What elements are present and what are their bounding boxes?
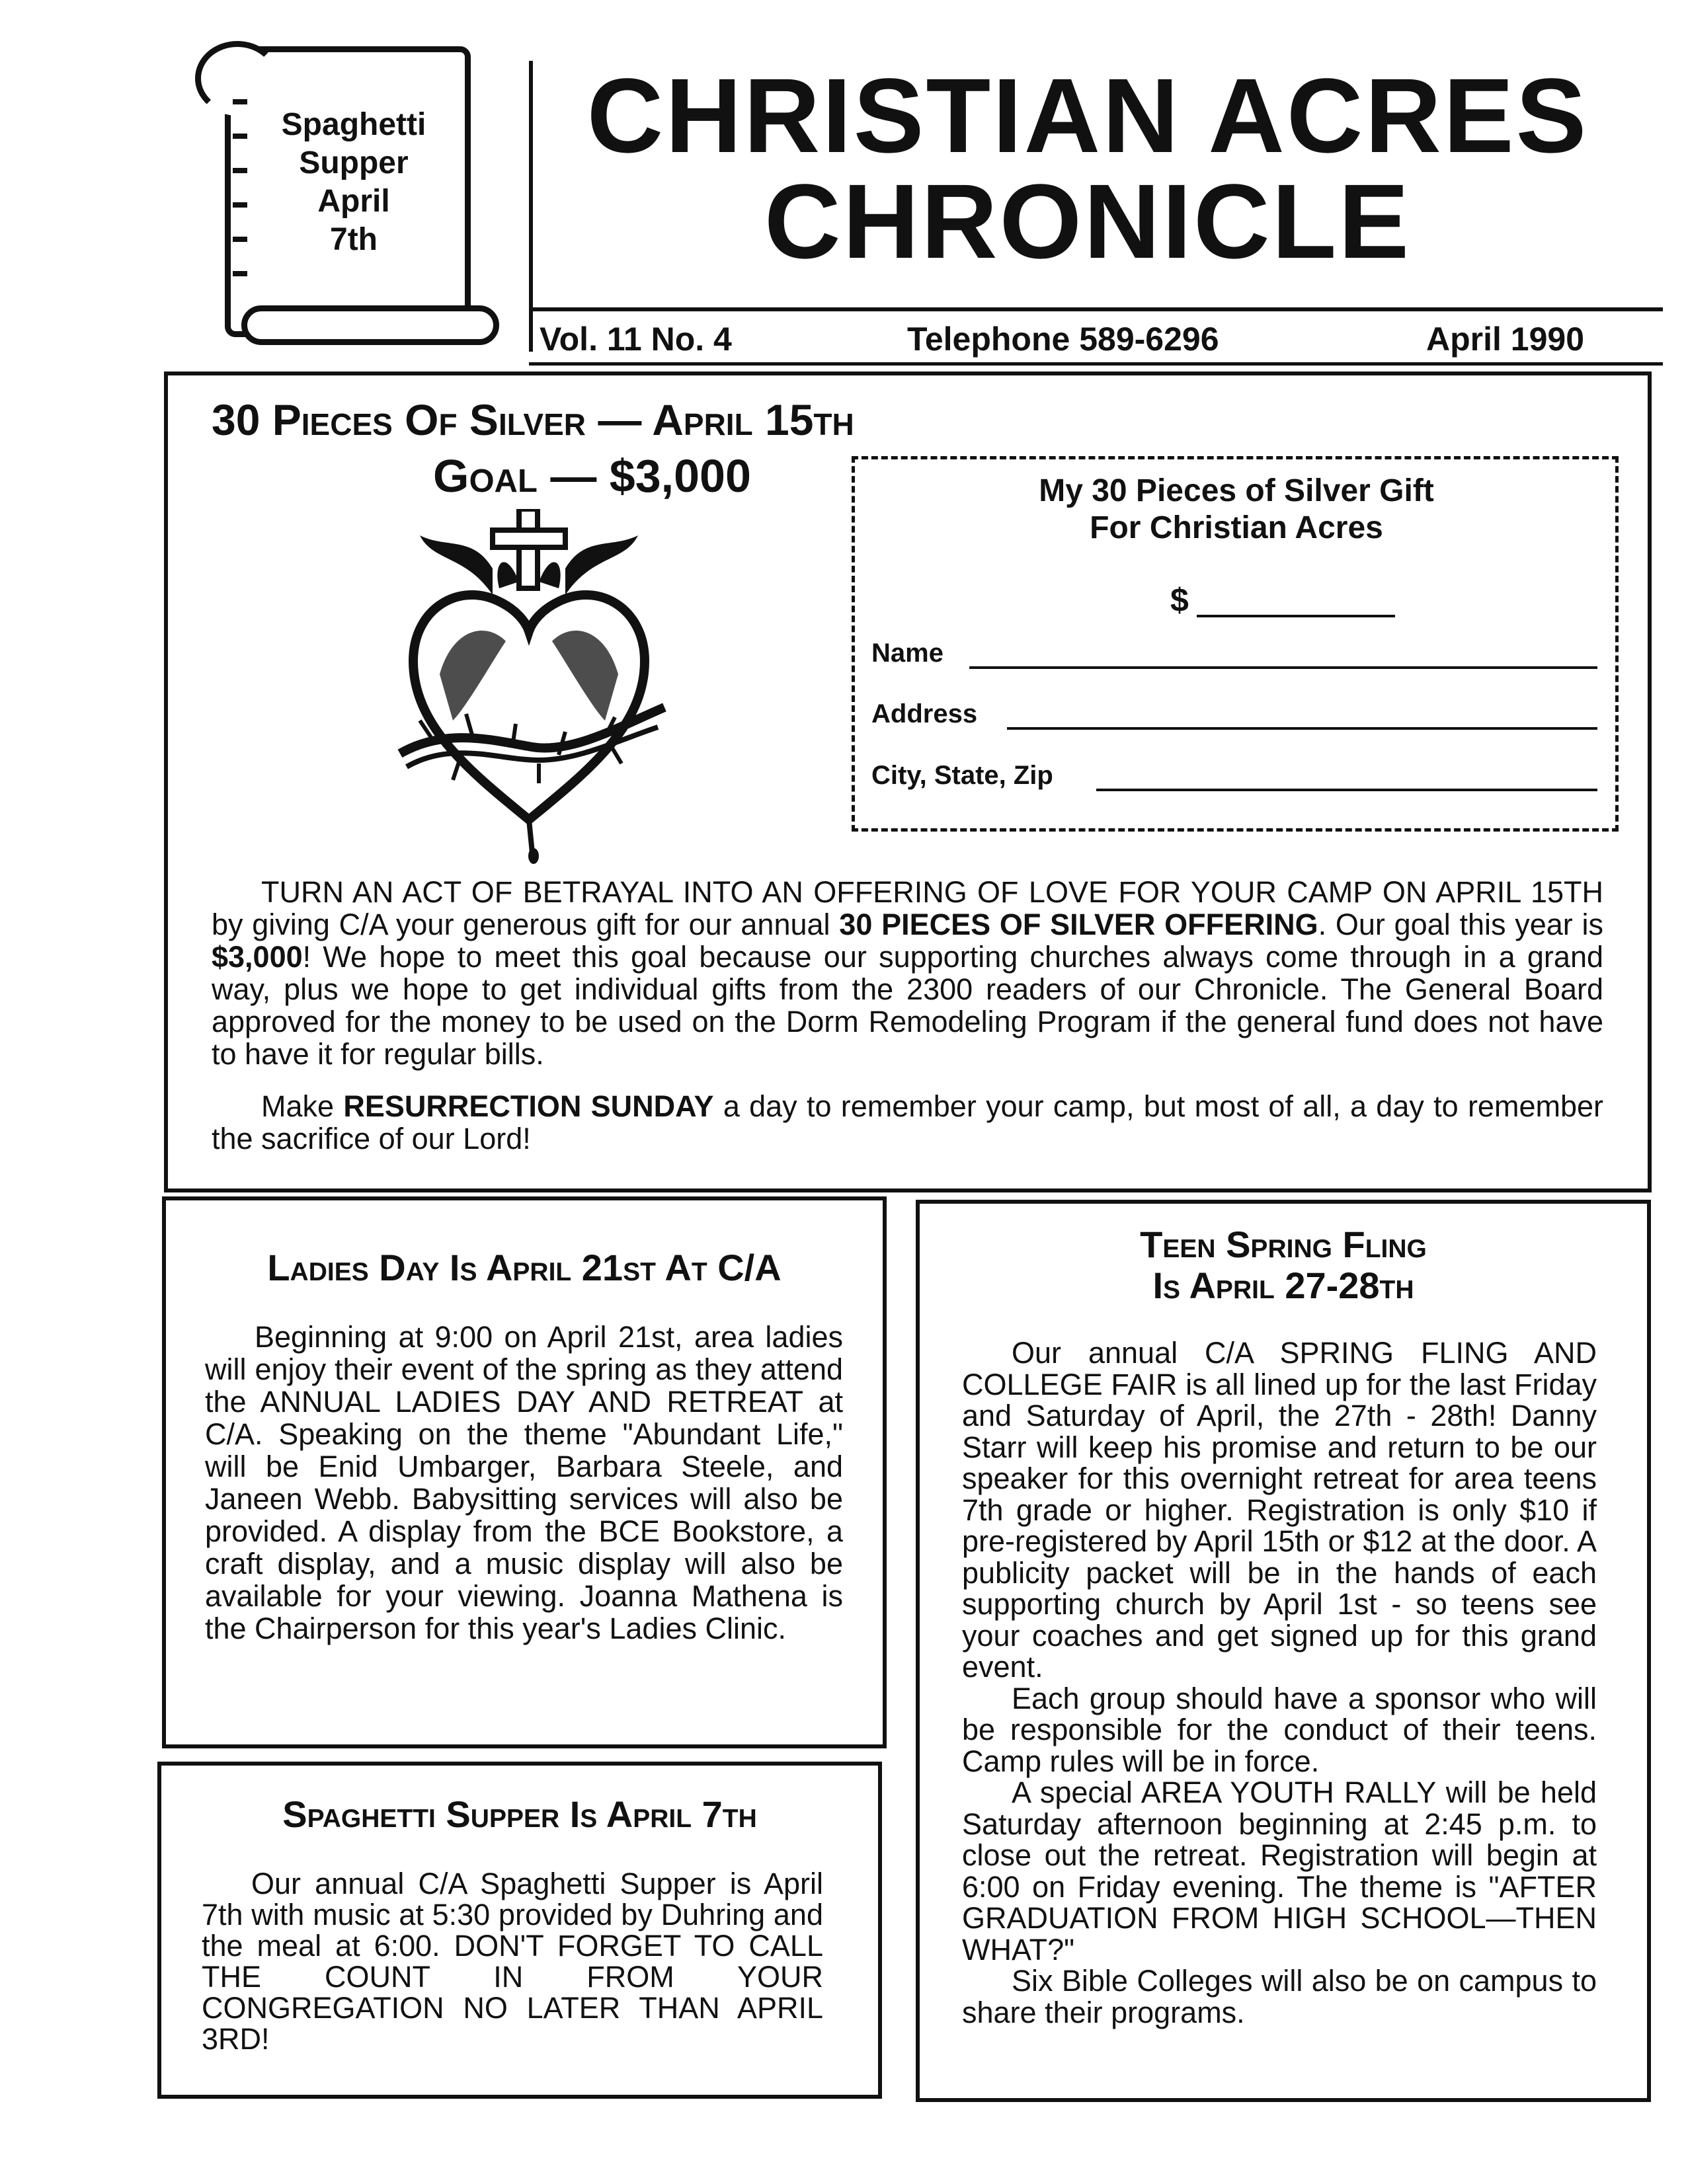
coupon-address-label: Address xyxy=(871,699,978,728)
scroll-line: Supper xyxy=(299,145,409,180)
teen-spring-fling-headline xyxy=(916,1224,1651,1306)
teen-headline-line-1: Teen Spring Fling xyxy=(1140,1224,1427,1265)
article-paragraph: Beginning at 9:00 on April 21st, area ladies will enjoy their event of the spring as they attend the ANNUAL LADIES DAY AND RETREAT at C/A. Speaking on the theme "Abundant Life," will be Enid Umbarger, Barbara Steele, and Janeen Webb. Babysitting services will also be provided. A display from the BCE Bookstore, a craft display, and a music display will also be available for your viewing. Joanna Mathena is the Chairperson for this year's Ladies Clinic. xyxy=(205,1320,843,1645)
coupon-name-field[interactable] xyxy=(871,633,1599,673)
issue-info-bar xyxy=(537,316,1621,362)
title-line-2: CHRONICLE xyxy=(764,162,1412,280)
coupon-city-label: City, State, Zip xyxy=(871,761,1053,790)
text-run: Make xyxy=(261,1089,344,1123)
teen-spring-fling-body xyxy=(962,1337,1597,2028)
spaghetti-supper-body xyxy=(202,1868,823,2054)
heart-cross-illustration xyxy=(393,509,671,866)
volume-number: Vol. 11 No. 4 xyxy=(540,321,732,358)
ladies-day-headline: Ladies Day Is April 21st At C/A xyxy=(267,1247,782,1288)
scroll-line: Spaghetti xyxy=(281,107,426,142)
article-paragraph: A special AREA YOUTH RALLY will be held Saturday afternoon beginning at 2:45 p.m. to close out the retreat. Registration will begin at 6:00 on Friday evening. The theme is "AFTER GRADUATION FROM HIGH SCHOOL—THEN WHAT?" xyxy=(962,1775,1597,1967)
offering-headline: 30 Pieces Of Silver — April 15th xyxy=(212,395,854,444)
coupon-city-field[interactable] xyxy=(871,756,1599,795)
text-run: TURN AN ACT OF BETRAYAL INTO AN OFFERING OF LOVE FOR YOUR CAMP ON APRIL 15TH by giving C/A your generous gift for our annual xyxy=(212,875,1603,941)
text-run: ! We hope to meet this goal because our supporting churches always come through in a grand way, plus we hope to get individual gifts from the 2300 readers of our Chronicle. The General Board approved for the money to be used on the Dorm Remodeling Program if the general fund does not have to have it for regular bills. xyxy=(212,940,1603,1071)
article-paragraph: Each group should have a sponsor who will be responsible for the conduct of their teens. Camp rules will be in force. xyxy=(962,1681,1597,1778)
coupon-title xyxy=(860,473,1613,547)
scroll-banner-text xyxy=(245,106,463,259)
text-run: . Our goal this year is xyxy=(1318,908,1604,941)
telephone: Telephone 589-6296 xyxy=(907,321,1219,358)
teen-headline-line-2: Is April 27-28th xyxy=(1152,1265,1414,1306)
issue-date: April 1990 xyxy=(1426,321,1585,358)
dollar-sign: $ xyxy=(1170,582,1189,619)
bold-text: $3,000 xyxy=(212,940,303,974)
newsletter-title xyxy=(549,56,1626,280)
masthead-rule-bottom xyxy=(529,362,1663,366)
title-line-1: CHRISTIAN ACRES xyxy=(586,56,1589,175)
masthead-rule-top xyxy=(529,307,1663,311)
coupon-address-field[interactable] xyxy=(871,694,1599,734)
offering-paragraph xyxy=(212,1090,1603,1155)
article-paragraph: Our annual C/A SPRING FLING AND COLLEGE FAIR is all lined up for the last Friday and Saturday of April, the 27th - 28th! Danny Starr will keep his promise and return to be our speaker for this overnight retreat for area teens 7th grade or higher. Registration is only $10 if pre-registered by April 15th or $12 at the door. A publicity packet will be in the hands of each supporting church by April 1st - so teens see your coaches and get signed up for this grand event. xyxy=(962,1336,1597,1684)
coupon-amount-field[interactable] xyxy=(1170,580,1422,620)
scroll-bottom-roll xyxy=(241,305,499,345)
offering-paragraph xyxy=(212,876,1603,1070)
coupon-name-label: Name xyxy=(871,639,943,668)
spaghetti-supper-headline: Spaghetti Supper Is April 7th xyxy=(282,1793,757,1835)
text-run: a day to remember your camp, but most of all, a day to remember the sacrifice of our Lord! xyxy=(212,1089,1603,1155)
offering-body xyxy=(212,876,1603,1175)
offering-goal: Goal — $3,000 xyxy=(433,450,751,502)
coupon-title-line-2: For Christian Acres xyxy=(1090,510,1383,545)
scroll-line: 7th xyxy=(330,222,378,257)
bold-text: 30 PIECES OF SILVER OFFERING xyxy=(839,908,1318,941)
ladies-day-body xyxy=(205,1321,843,1645)
article-paragraph: Our annual C/A Spaghetti Supper is April 7th with music at 5:30 provided by Duhring and the meal at 6:00. DON'T FORGET TO CALL THE COUNT IN FROM YOUR CONGREGATION NO LATER THAN APRIL 3RD! xyxy=(202,1867,823,2056)
scroll-line: April xyxy=(317,184,390,219)
coupon-title-line-1: My 30 Pieces of Silver Gift xyxy=(1039,473,1434,508)
article-paragraph: Six Bible Colleges will also be on campus to share their programs. xyxy=(962,1964,1597,2029)
bold-text: RESURRECTION SUNDAY xyxy=(343,1089,714,1123)
